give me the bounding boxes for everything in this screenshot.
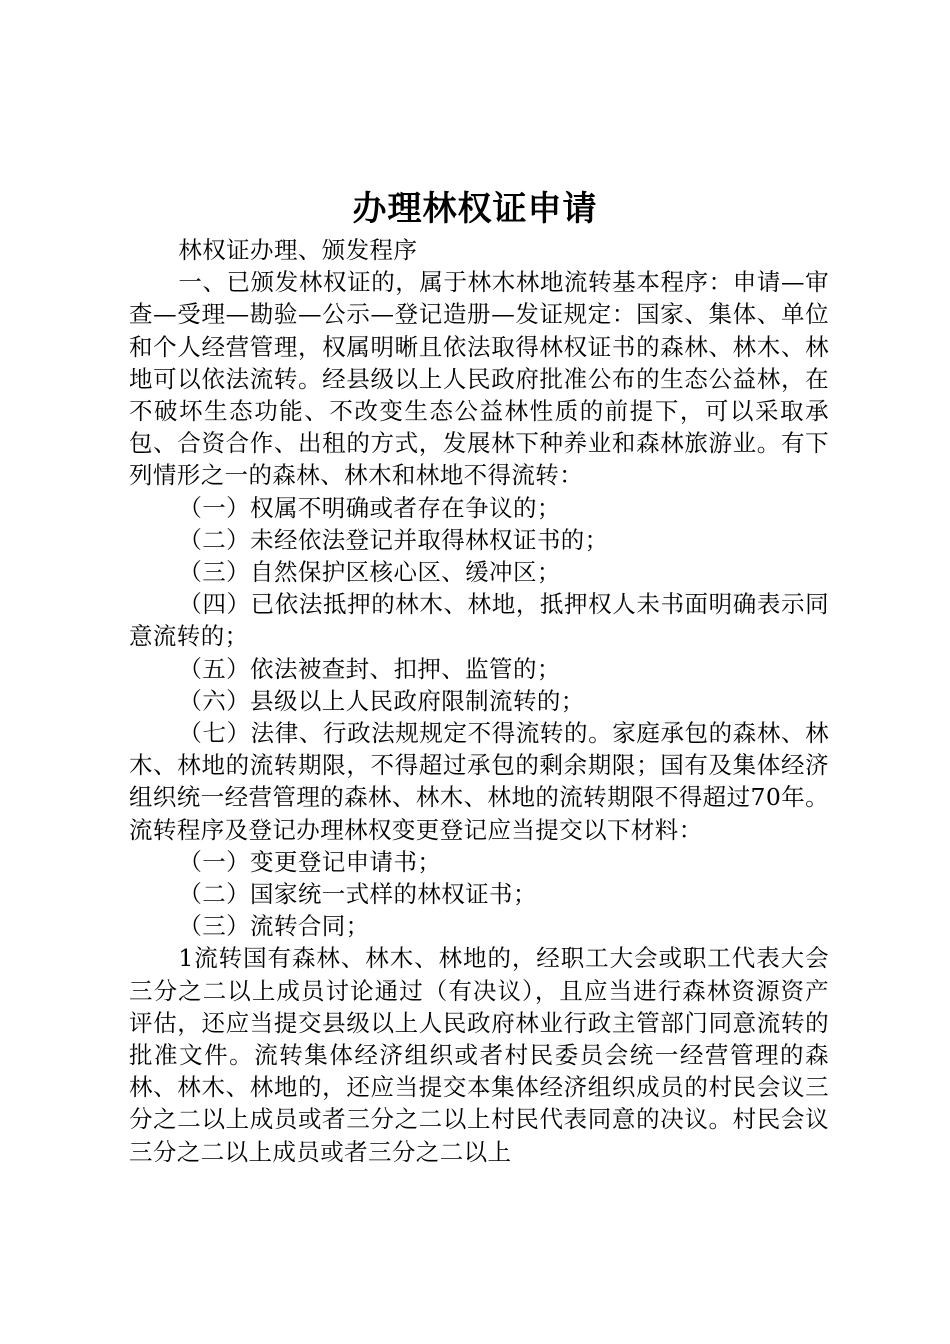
list-item: （三）流转合同； bbox=[178, 912, 370, 941]
list-item: （三）自然保护区核心区、缓冲区； bbox=[178, 558, 561, 587]
list-item: （六）县级以上人民政府限制流转的； bbox=[178, 686, 585, 715]
list-item: （五）依法被查封、扣押、监管的； bbox=[178, 654, 561, 683]
list-item: （一）变更登记申请书； bbox=[178, 847, 442, 876]
document-title: 办理林权证申请 bbox=[352, 189, 598, 229]
paragraph: 一、已颁发林权证的，属于林木林地流转基本程序：申请—审查—受理—勘验—公示—登记造册—发证规定：国家、集体、单位和个人经营管理，权属明晰且依法取得林权证书的森林、林木、林地可以依法流转。经县级以上人民政府批准公布的生态公益林，在不破坏生态功能、不改变生态公益林性质的前提下，可以采取承包、合资合作、出租的方式，发展林下种养业和森林旅游业。有下列情形之一的森林、林木和林地不得流转： bbox=[129, 268, 829, 490]
list-item: （四）已依法抵押的林木、林地，抵押权人未书面明确表示同意流转的； bbox=[129, 590, 829, 651]
section-heading: 林权证办理、颁发程序 bbox=[178, 236, 418, 264]
list-item: （二）未经依法登记并取得林权证书的； bbox=[178, 525, 609, 554]
document-body bbox=[129, 234, 829, 1168]
paragraph: 1流转国有森林、林木、林地的，经职工大会或职工代表大会三分之二以上成员讨论通过（有决议），且应当进行森林资源资产评估，还应当提交县级以上人民政府林业行政主管部门同意流转的批准文件。流转集体经济组织或者村民委员会统一经营管理的森林、林木、林地的，还应当提交本集体经济组织成员的村民会议三分之二以上成员或者三分之二以上村民代表同意的决议。村民会议三分之二以上成员或者三分之二以上 bbox=[129, 944, 829, 1166]
list-item: （二）国家统一式样的林权证书； bbox=[178, 880, 537, 909]
list-item: （一）权属不明确或者存在争议的； bbox=[178, 493, 561, 522]
list-item: （七）法律、行政法规规定不得流转的。家庭承包的森林、林木、林地的流转期限，不得超过承包的剩余期限；国有及集体经济组织统一经营管理的森林、林木、林地的流转期限不得超过70年。流转程序及登记办理林权变更登记应当提交以下材料： bbox=[129, 719, 829, 844]
